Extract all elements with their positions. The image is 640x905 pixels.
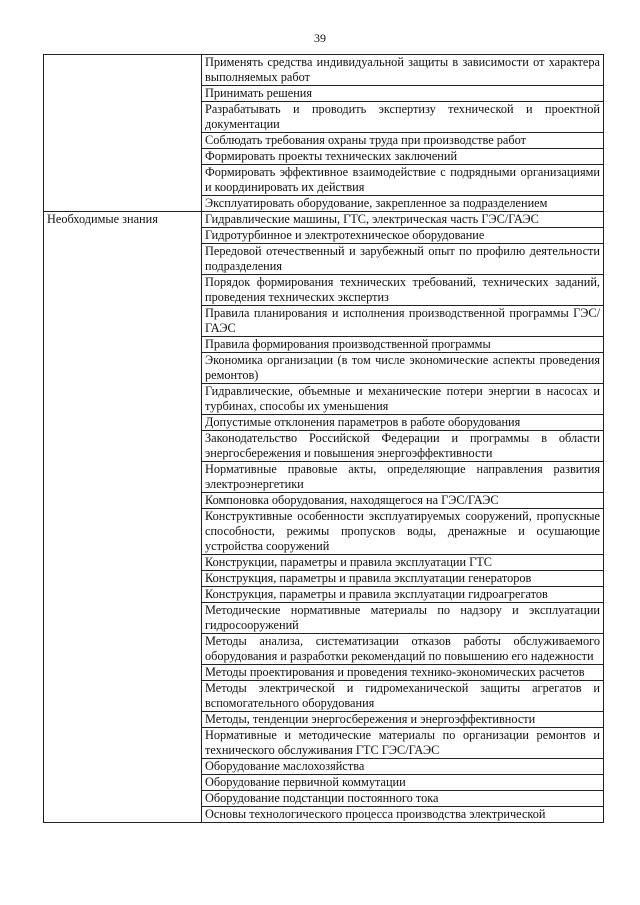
knowledge-item: Оборудование подстанции постоянного тока <box>202 791 604 807</box>
knowledge-item: Конструкции, параметры и правила эксплуатации ГТС <box>202 555 604 571</box>
knowledge-item: Конструкция, параметры и правила эксплуатации гидроагрегатов <box>202 587 604 603</box>
requirements-table-body <box>44 55 604 823</box>
knowledge-item: Гидравлические машины, ГТС, электрическая часть ГЭС/ГАЭС <box>202 212 604 228</box>
table-row <box>44 212 604 228</box>
skills-item: Соблюдать требования охраны труда при производстве работ <box>202 133 604 149</box>
knowledge-item: Методические нормативные материалы по надзору и эксплуатации гидросооружений <box>202 603 604 634</box>
skills-item: Формировать проекты технических заключений <box>202 149 604 165</box>
knowledge-item: Гидротурбинное и электротехническое оборудование <box>202 228 604 244</box>
knowledge-item: Методы, тенденции энергосбережения и энергоэффективности <box>202 712 604 728</box>
page-bottom-margin <box>0 837 640 905</box>
knowledge-item: Методы проектирования и проведения технико-экономических расчетов <box>202 665 604 681</box>
knowledge-item: Экономика организации (в том числе экономические аспекты проведения ремонтов) <box>202 353 604 384</box>
skills-item: Разрабатывать и проводить экспертизу технической и проектной документации <box>202 102 604 133</box>
table-row <box>44 55 604 86</box>
knowledge-label-cell: Необходимые знания <box>44 212 202 823</box>
skills-item: Применять средства индивидуальной защиты в зависимости от характера выполняемых работ <box>202 55 604 86</box>
knowledge-item: Методы электрической и гидромеханической защиты агрегатов и вспомогательного оборудования <box>202 681 604 712</box>
knowledge-item: Передовой отечественный и зарубежный опыт по профилю деятельности подразделения <box>202 244 604 275</box>
knowledge-item: Правила формирования производственной программы <box>202 337 604 353</box>
knowledge-item: Правила планирования и исполнения производственной программы ГЭС/ГАЭС <box>202 306 604 337</box>
knowledge-item: Оборудование первичной коммутации <box>202 775 604 791</box>
knowledge-item: Допустимые отклонения параметров в работе оборудования <box>202 415 604 431</box>
requirements-table <box>43 54 604 823</box>
knowledge-item: Порядок формирования технических требований, технических заданий, проведения технических экспертиз <box>202 275 604 306</box>
knowledge-item: Гидравлические, объемные и механические потери энергии в насосах и турбинах, способы их уменьшения <box>202 384 604 415</box>
knowledge-item: Компоновка оборудования, находящегося на ГЭС/ГАЭС <box>202 493 604 509</box>
skills-item: Принимать решения <box>202 86 604 102</box>
knowledge-item: Конструктивные особенности эксплуатируемых сооружений, пропускные способности, режимы пропусков воды, дренажные и осушающие устройства сооружений <box>202 509 604 555</box>
knowledge-item: Методы анализа, систематизации отказов работы обслуживаемого оборудования и разработки рекомендаций по повышению его надежности <box>202 634 604 665</box>
knowledge-item: Основы технологического процесса производства электрической <box>202 807 604 823</box>
knowledge-item: Конструкция, параметры и правила эксплуатации генераторов <box>202 571 604 587</box>
knowledge-item: Оборудование маслохозяйства <box>202 759 604 775</box>
knowledge-item: Законодательство Российской Федерации и программы в области энергосбережения и повышения энергоэффективности <box>202 431 604 462</box>
skills-item: Эксплуатировать оборудование, закрепленное за подразделением <box>202 196 604 212</box>
knowledge-item: Нормативные правовые акты, определяющие направления развития электроэнергетики <box>202 462 604 493</box>
knowledge-item: Нормативные и методические материалы по организации ремонтов и технического обслуживания ГТС ГЭС/ГАЭС <box>202 728 604 759</box>
skills-item: Формировать эффективное взаимодействие с подрядными организациями и координировать их действия <box>202 165 604 196</box>
skills-label-cell <box>44 55 202 212</box>
page-number: 39 <box>314 31 326 45</box>
